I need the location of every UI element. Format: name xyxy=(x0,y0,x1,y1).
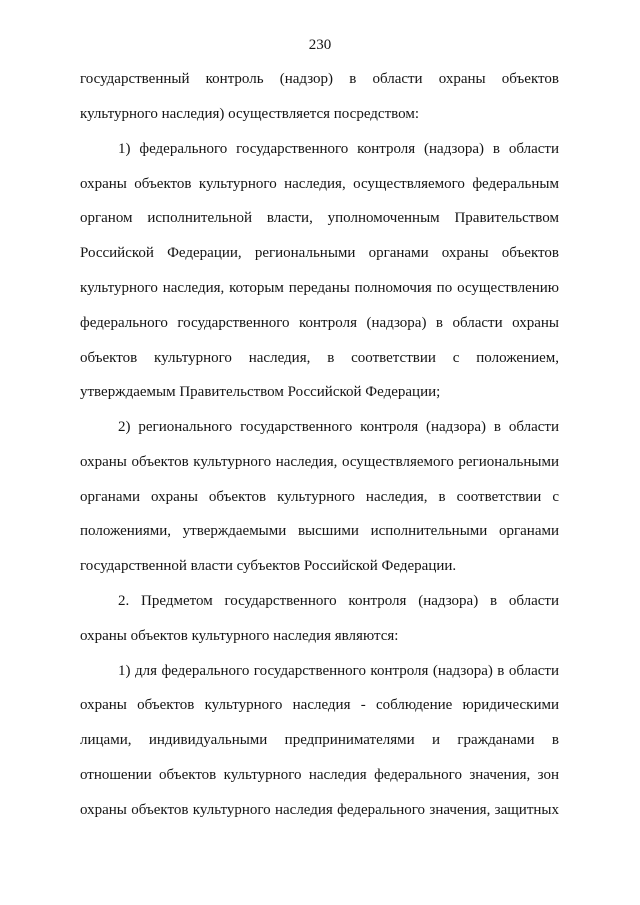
text-line: охраны объектов культурного наследия федерального значения, защитных xyxy=(80,802,559,818)
paragraph-first-line: 2) регионального государственного контроля (надзора) в области xyxy=(118,419,559,435)
text-line: охраны объектов культурного наследия, осуществляемого региональными xyxy=(80,454,559,470)
paragraph-first-line: 2. Предметом государственного контроля (надзора) в области xyxy=(118,593,559,609)
page-number: 230 xyxy=(308,37,332,53)
text-line: органами охраны объектов культурного наследия, в соответствии с xyxy=(80,489,559,505)
paragraph-first-line: 1) федерального государственного контроля (надзора) в области xyxy=(118,141,559,157)
text-line: охраны объектов культурного наследия - соблюдение юридическими xyxy=(80,697,559,713)
text-line: охраны объектов культурного наследия являются: xyxy=(80,628,399,644)
text-line: государственной власти субъектов Российской Федерации. xyxy=(80,558,457,574)
text-line: государственный контроль (надзор) в области охраны объектов xyxy=(80,71,559,87)
text-line: органом исполнительной власти, уполномоченным Правительством xyxy=(80,210,559,226)
text-line: федерального государственного контроля (надзора) в области охраны xyxy=(80,315,559,331)
text-line: лицами, индивидуальными предпринимателями и гражданами в xyxy=(80,732,559,748)
text-line: утверждаемым Правительством Российской Федерации; xyxy=(80,384,441,400)
text-line: объектов культурного наследия, в соответствии с положением, xyxy=(80,350,559,366)
text-line: культурного наследия) осуществляется посредством: xyxy=(80,106,419,122)
text-line: отношении объектов культурного наследия федерального значения, зон xyxy=(80,767,559,783)
paragraph-first-line: 1) для федерального государственного контроля (надзора) в области xyxy=(118,663,559,679)
text-line: положениями, утверждаемыми высшими исполнительными органами xyxy=(80,523,559,539)
text-line: культурного наследия, которым переданы полномочия по осуществлению xyxy=(80,280,559,296)
text-line: Российской Федерации, региональными органами охраны объектов xyxy=(80,245,559,261)
text-line: охраны объектов культурного наследия, осуществляемого федеральным xyxy=(80,176,559,192)
